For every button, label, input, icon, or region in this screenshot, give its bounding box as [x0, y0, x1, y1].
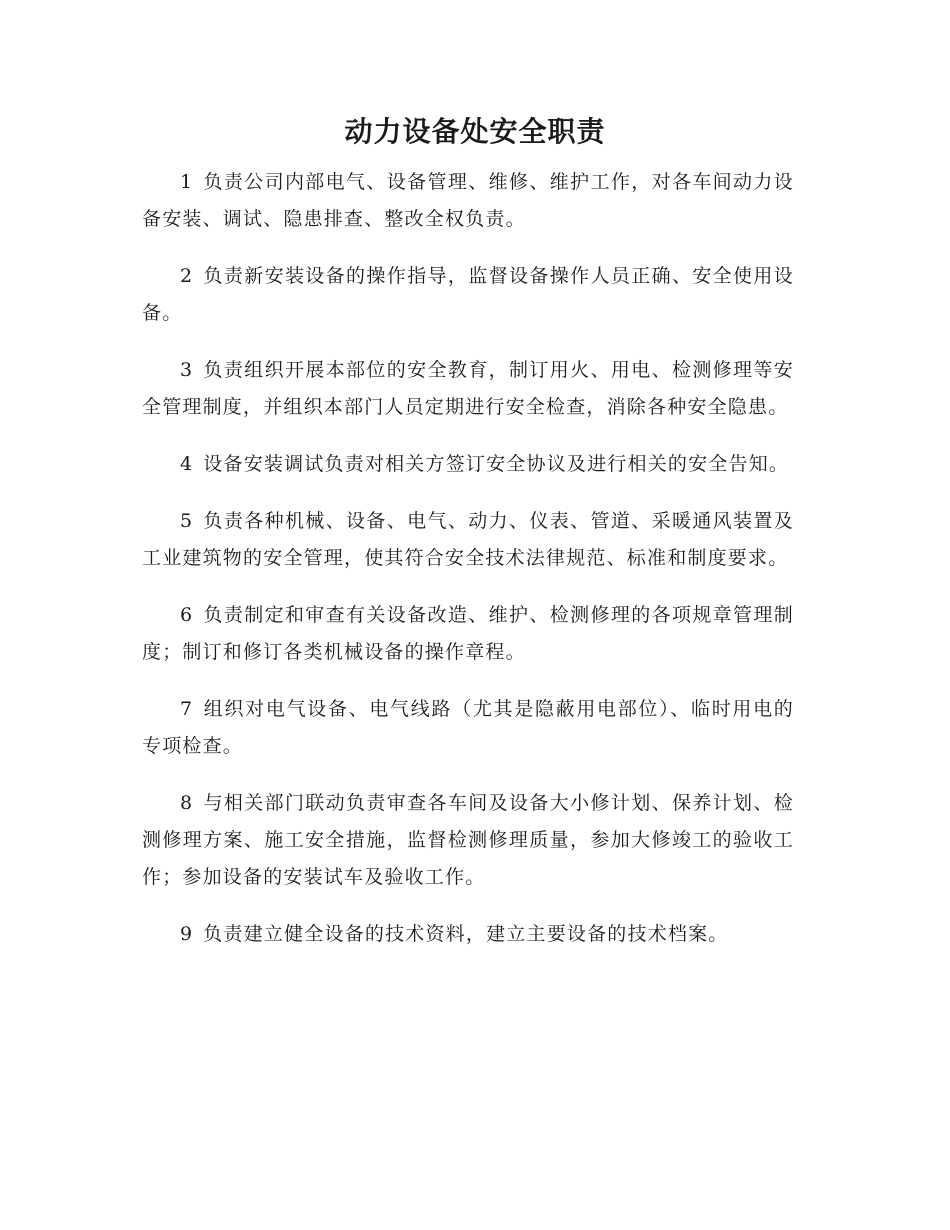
item-text: 负责制定和审查有关设备改造、维护、检测修理的各项规章管理制度；制订和修订各类机械设备的操作章程。: [142, 604, 794, 663]
item-text: 负责新安装设备的操作指导，监督设备操作人员正确、安全使用设备。: [142, 265, 794, 324]
item-number: 2: [180, 265, 194, 287]
item-number: 5: [180, 510, 194, 532]
duty-item-7: [142, 691, 794, 765]
item-text: 设备安装调试负责对相关方签订安全协议及进行相关的安全告知。: [203, 453, 790, 475]
item-number: 8: [180, 792, 194, 814]
item-text: 负责各种机械、设备、电气、动力、仪表、管道、采暖通风装置及工业建筑物的安全管理，使其符合安全技术法律规范、标准和制度要求。: [142, 510, 794, 569]
item-number: 7: [180, 698, 194, 720]
item-text: 负责公司内部电气、设备管理、维修、维护工作，对各车间动力设备安装、调试、隐患排查、整改全权负责。: [142, 171, 794, 230]
duty-item-9: [142, 916, 794, 953]
duty-item-8: [142, 785, 794, 896]
item-number: 3: [180, 359, 194, 381]
duty-item-5: [142, 503, 794, 577]
item-text: 负责建立健全设备的技术资料，建立主要设备的技术档案。: [203, 923, 729, 945]
duty-item-3: [142, 352, 794, 426]
item-text: 组织对电气设备、电气线路（尤其是隐蔽用电部位）、临时用电的专项检查。: [142, 698, 794, 757]
document-body: [142, 164, 794, 973]
duty-item-2: [142, 258, 794, 332]
item-text: 负责组织开展本部位的安全教育，制订用火、用电、检测修理等安全管理制度，并组织本部门人员定期进行安全检查，消除各种安全隐患。: [142, 359, 794, 418]
duty-item-1: [142, 164, 794, 238]
item-number: 6: [180, 604, 194, 626]
item-number: 4: [180, 453, 194, 475]
duty-item-4: [142, 446, 794, 483]
duty-item-6: [142, 597, 794, 671]
item-text: 与相关部门联动负责审查各车间及设备大小修计划、保养计划、检测修理方案、施工安全措施，监督检测修理质量，参加大修竣工的验收工作；参加设备的安装试车及验收工作。: [142, 792, 794, 888]
item-number: 9: [180, 923, 194, 945]
document-title: 动力设备处安全职责: [344, 115, 606, 148]
item-number: 1: [180, 171, 194, 193]
